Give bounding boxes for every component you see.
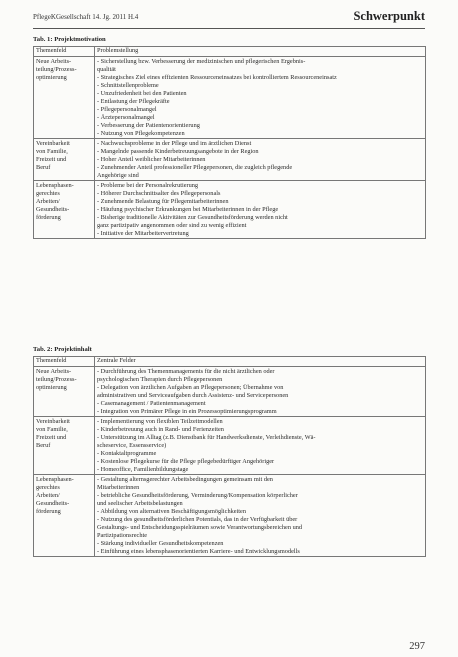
theme-line: Neue Arbeits- (36, 368, 72, 375)
item-line: - Zunehmender Anteil professioneller Pflegepersonen, die zugleich pflegende (97, 164, 293, 171)
item-line: - Strategisches Ziel eines effizienten Ressourceneinsatzes bei kontrolliertem Ressourceneinsatz (97, 74, 337, 81)
item-line: Angehörige sind (97, 172, 139, 179)
table-2-title: Tab. 2: Projektinhalt (33, 346, 92, 353)
theme-line: von Familie, (36, 426, 68, 433)
item-line: - Pflegepersonalmangel (97, 106, 157, 113)
item-line: - Nutzung von Pflegekompetenzen (97, 130, 185, 137)
item-line: - Implementierung von flexiblen Teilzeitmodellen (97, 418, 223, 425)
item-line: - Abbildung von alternativen Beschäftigungsmöglichkeiten (97, 508, 246, 515)
items-cell (95, 57, 426, 139)
table-1-title: Tab. 1: Projektmotivation (33, 36, 106, 43)
item-line: - Nutzung des gesundheitsförderlichen Potentials, das in der Verfügbarkeit über (97, 516, 298, 523)
item-line: - Kostenlose Pflegekurse für die Pflege pflegebedürftiger Angehöriger (97, 458, 275, 465)
theme-cell (34, 139, 95, 181)
column-header-fields: Zentrale Felder (95, 357, 426, 367)
theme-line: Neue Arbeits- (36, 58, 72, 65)
item-line: - Sicherstellung bzw. Verbesserung der medizinischen und pflegerischen Ergebnis- (97, 58, 306, 65)
table-row (34, 57, 426, 139)
page-number: 297 (409, 641, 425, 652)
theme-line: von Familie, (36, 148, 68, 155)
items-cell (95, 475, 426, 557)
item-line: - Verbesserung der Patientenorientierung (97, 122, 200, 129)
section-title: Schwerpunkt (353, 9, 425, 23)
theme-line: teilung/Prozess- (36, 376, 77, 383)
page-header (33, 8, 425, 29)
item-line: - Einführung eines lebensphasenorientierten Karriere- und Entwicklungsmodells (97, 548, 300, 555)
theme-line: Lebensphasen- (36, 182, 74, 189)
theme-line: förderung (36, 508, 61, 515)
items-cell (95, 367, 426, 417)
items-cell (95, 181, 426, 239)
item-line: - Delegation von ärztlichen Aufgaben an Pflegepersonen; Übernahme von (97, 384, 284, 391)
item-line: - Bisherige traditionelle Aktivitäten zur Gesundheitsförderung werden nicht (97, 214, 288, 221)
theme-cell (34, 57, 95, 139)
item-line: - Nachwuchsprobleme in der Pflege und im ärztlichen Dienst (97, 140, 252, 147)
table-row (34, 367, 426, 417)
theme-line: gerechtes (36, 190, 60, 197)
item-line: - Entlastung der Pflegekräfte (97, 98, 170, 105)
item-line: - Schnittstellenprobleme (97, 82, 159, 89)
items-cell (95, 417, 426, 475)
item-line: - Mangelnde passende Kinderbetreuungsangebote in der Region (97, 148, 259, 155)
journal-reference: PflegeKGesellschaft 14. Jg. 2011 H.4 (33, 13, 139, 21)
item-line: - Hoher Anteil weiblicher Mitarbeiterinnen (97, 156, 206, 163)
theme-line: Gesundheits- (36, 206, 70, 213)
item-line: - Unterstützung im Alltag (z.B. Dienstbank für Handwerksdienste, Verleihdienste, Wä- (97, 434, 316, 441)
table-2-project-content (33, 356, 426, 557)
item-line: Gestaltungs- und Entscheidungsspielräumen sowie Verantwortungsbereichen und (97, 524, 303, 531)
theme-line: optimierung (36, 74, 67, 81)
table-row (34, 417, 426, 475)
item-line: - Gestaltung alternsgerechter Arbeitsbedingungen gemeinsam mit den (97, 476, 273, 483)
column-header-theme: Themenfeld (34, 357, 95, 367)
theme-line: Vereinbarkeit (36, 418, 70, 425)
theme-line: teilung/Prozess- (36, 66, 77, 73)
table-row (34, 475, 426, 557)
theme-line: Beruf (36, 442, 51, 449)
theme-line: Freizeit und (36, 156, 67, 163)
item-line: - Höherer Durchschnittsalter des Pflegepersonals (97, 190, 221, 197)
item-line: - betriebliche Gesundheitsförderung, Verminderung/Kompensation körperlicher (97, 492, 298, 499)
table-row (34, 181, 426, 239)
theme-line: Freizeit und (36, 434, 67, 441)
item-line: scheservice, Essensservice) (97, 442, 167, 449)
table-header-row (34, 357, 426, 367)
item-line: - Durchführung des Themenmanagements für die nicht ärztlichen oder (97, 368, 275, 375)
table-row (34, 139, 426, 181)
theme-cell (34, 417, 95, 475)
theme-line: förderung (36, 214, 61, 221)
item-line: psychologischen Therapien durch Pflegepersonen (97, 376, 223, 383)
theme-line: Gesundheits- (36, 500, 70, 507)
items-cell (95, 139, 426, 181)
theme-line: Arbeiten/ (36, 198, 60, 205)
theme-line: optimierung (36, 384, 67, 391)
item-line: qualität (97, 66, 116, 73)
item-line: - Unzufriedenheit bei den Patienten (97, 90, 187, 97)
item-line: administrativen und Serviceaufgaben durch Assistenz- und Servicepersonen (97, 392, 289, 399)
item-line: - Initiative der Mitarbeitervertretung (97, 230, 189, 237)
item-line: - Stärkung individueller Gesundheitskompetenzen (97, 540, 224, 547)
theme-line: Beruf (36, 164, 51, 171)
item-line: Mitarbeiterinnen (97, 484, 140, 491)
item-line: - Ärztepersonalmangel (97, 114, 155, 121)
item-line: - Integration von Primärer Pflege in ein Prozessoptimierungsprogramm (97, 408, 277, 415)
item-line: - Casemanagement / Patientenmanagement (97, 400, 206, 407)
theme-cell (34, 181, 95, 239)
item-line: - Zunehmende Belastung für Pflegemitarbeiterinnen (97, 198, 229, 205)
table-1-project-motivation (33, 46, 426, 239)
item-line: ganz partizipativ angenommen oder sind zu wenig effizient (97, 222, 247, 229)
item-line: - Kontaktaltprogramme (97, 450, 157, 457)
item-line: - Homeoffice, Familienbildungstage (97, 466, 189, 473)
item-line: - Häufung psychischer Erkrankungen bei Mitarbeiterinnen in der Pflege (97, 206, 279, 213)
column-header-problem: Problemstellung (95, 47, 426, 57)
item-line: - Kinderbetreuung auch in Rand- und Ferienzeiten (97, 426, 224, 433)
theme-line: gerechtes (36, 484, 60, 491)
table-header-row (34, 47, 426, 57)
theme-line: Arbeiten/ (36, 492, 60, 499)
item-line: - Probleme bei der Personalrekrutierung (97, 182, 199, 189)
theme-cell (34, 367, 95, 417)
column-header-theme: Themenfeld (34, 47, 95, 57)
item-line: Partizipationsrechte (97, 532, 148, 539)
theme-cell (34, 475, 95, 557)
theme-line: Vereinbarkeit (36, 140, 70, 147)
theme-line: Lebensphasen- (36, 476, 74, 483)
item-line: und seelischer Arbeitsbelastungen (97, 500, 183, 507)
